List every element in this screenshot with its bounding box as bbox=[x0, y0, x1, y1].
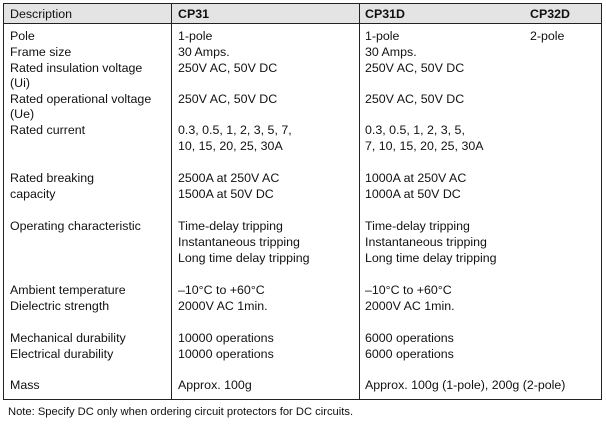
cp31-breaking-capacity-ac: 2500A at 250V AC bbox=[178, 171, 280, 185]
cp31-mechanical-durability: 10000 operations bbox=[178, 331, 274, 345]
cp31-pole: 1-pole bbox=[178, 29, 213, 43]
cp31-characteristic-instantaneous: Instantaneous tripping bbox=[178, 235, 300, 249]
label-electrical-durability: Electrical durability bbox=[10, 347, 114, 361]
cp31d-rated-current-line1: 0.3, 0.5, 1, 2, 3, 5, bbox=[365, 123, 465, 137]
cp32d-pole: 2-pole bbox=[530, 29, 565, 43]
cp31-frame-size: 30 Amps. bbox=[178, 45, 230, 59]
cp31d-pole: 1-pole bbox=[365, 29, 400, 43]
cp31-characteristic-time-delay: Time-delay tripping bbox=[178, 219, 283, 233]
label-rated-operational-voltage-symbol: (Ue) bbox=[10, 107, 35, 121]
label-rated-insulation-voltage-symbol: (Ui) bbox=[10, 76, 30, 90]
cp31-electrical-durability: 10000 operations bbox=[178, 347, 274, 361]
cp31-rated-insulation-voltage: 250V AC, 50V DC bbox=[178, 61, 278, 75]
cp31d-characteristic-long-time-delay: Long time delay tripping bbox=[365, 251, 497, 265]
label-pole: Pole bbox=[10, 29, 35, 43]
cp31d-dielectric-strength: 2000V AC 1min. bbox=[365, 299, 455, 313]
cp31d-characteristic-time-delay: Time-delay tripping bbox=[365, 219, 470, 233]
label-rated-breaking-capacity: Rated breaking bbox=[10, 171, 95, 185]
label-mechanical-durability: Mechanical durability bbox=[10, 331, 126, 345]
label-frame-size: Frame size bbox=[10, 45, 72, 59]
header-description: Description bbox=[10, 7, 72, 21]
cp31d-rated-current-line2: 7, 10, 15, 20, 25, 30A bbox=[365, 139, 484, 153]
label-dielectric-strength: Dielectric strength bbox=[10, 299, 110, 313]
cp31d-ambient-temperature: –10°C to +60°C bbox=[365, 283, 452, 297]
label-ambient-temperature: Ambient temperature bbox=[10, 283, 126, 297]
cp31-rated-current-line2: 10, 15, 20, 25, 30A bbox=[178, 139, 283, 153]
header-cp32d: CP32D bbox=[530, 7, 570, 21]
cp31-ambient-temperature: –10°C to +60°C bbox=[178, 283, 265, 297]
label-rated-insulation-voltage: Rated insulation voltage bbox=[10, 61, 143, 75]
footnote: Note: Specify DC only when ordering circuit protectors for DC circuits. bbox=[8, 406, 354, 418]
label-rated-operational-voltage: Rated operational voltage bbox=[10, 92, 152, 106]
cp31d-characteristic-instantaneous: Instantaneous tripping bbox=[365, 235, 487, 249]
label-rated-breaking-capacity-line2: capacity bbox=[10, 187, 56, 201]
cp31-dielectric-strength: 2000V AC 1min. bbox=[178, 299, 268, 313]
label-mass: Mass bbox=[10, 378, 40, 392]
label-rated-current: Rated current bbox=[10, 123, 86, 137]
cp31d-breaking-capacity-ac: 1000A at 250V AC bbox=[365, 171, 467, 185]
cp31d-mass: Approx. 100g (1-pole), 200g (2-pole) bbox=[365, 378, 566, 392]
cp31-breaking-capacity-dc: 1500A at 50V DC bbox=[178, 187, 274, 201]
spec-table bbox=[3, 3, 602, 400]
column-divider bbox=[171, 4, 172, 399]
cp31-rated-current-line1: 0.3, 0.5, 1, 2, 3, 5, 7, bbox=[178, 123, 292, 137]
label-operating-characteristic: Operating characteristic bbox=[10, 219, 141, 233]
column-divider bbox=[359, 4, 360, 399]
cp31d-breaking-capacity-dc: 1000A at 50V DC bbox=[365, 187, 461, 201]
cp31-mass: Approx. 100g bbox=[178, 378, 252, 392]
cp31d-frame-size: 30 Amps. bbox=[365, 45, 417, 59]
cp31d-mechanical-durability: 6000 operations bbox=[365, 331, 454, 345]
table-header-row bbox=[4, 4, 601, 24]
cp31d-electrical-durability: 6000 operations bbox=[365, 347, 454, 361]
cp31d-rated-operational-voltage: 250V AC, 50V DC bbox=[365, 92, 465, 106]
cp31-rated-operational-voltage: 250V AC, 50V DC bbox=[178, 92, 278, 106]
header-cp31d: CP31D bbox=[365, 7, 405, 21]
cp31d-rated-insulation-voltage: 250V AC, 50V DC bbox=[365, 61, 465, 75]
cp31-characteristic-long-time-delay: Long time delay tripping bbox=[178, 251, 310, 265]
header-cp31: CP31 bbox=[178, 7, 209, 21]
